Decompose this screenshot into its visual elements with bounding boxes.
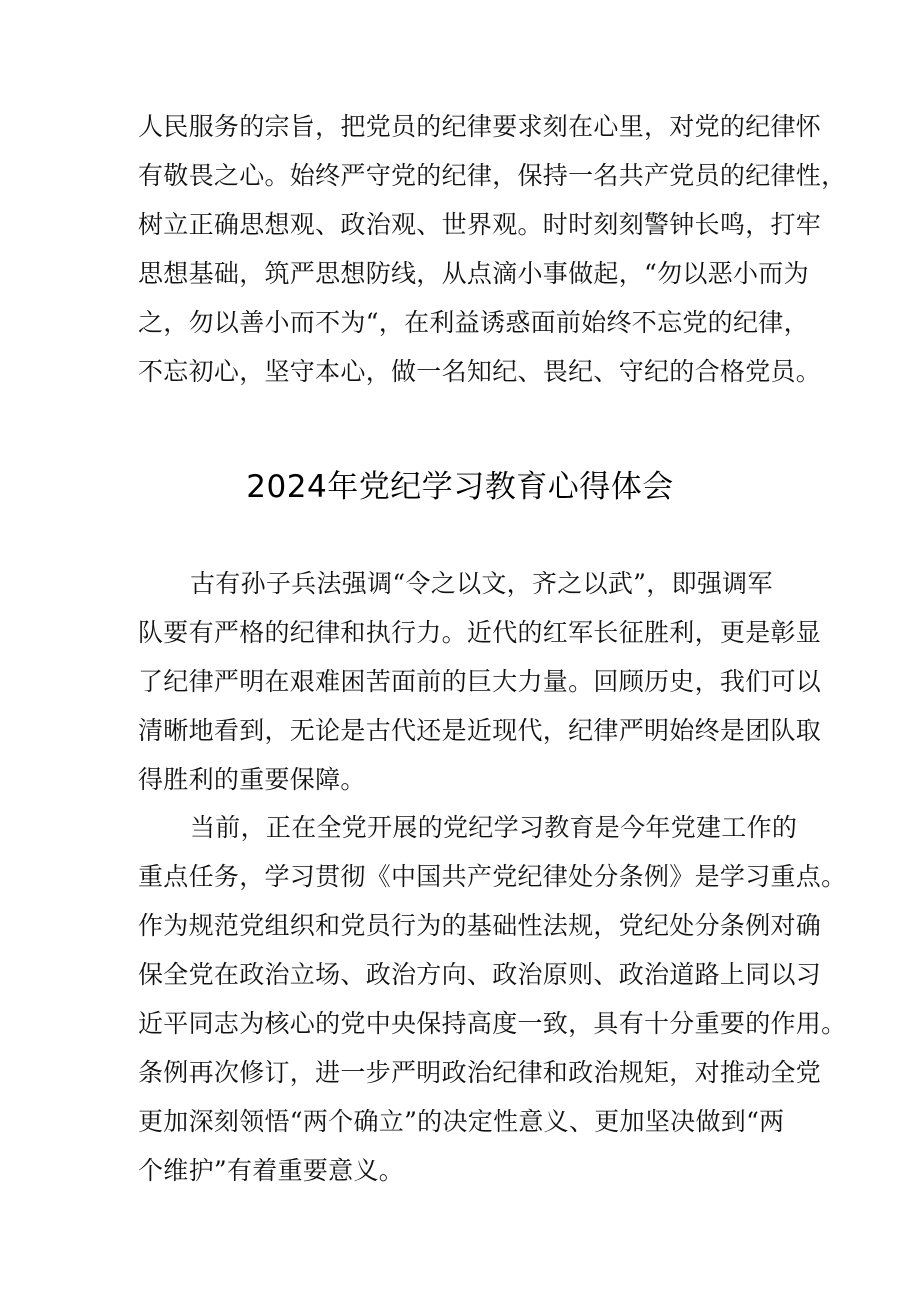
paragraph-line: 人民服务的宗旨，把党员的纪律要求刻在心里，对党的纪律怀 — [138, 112, 822, 141]
paragraph-line: 不忘初心，坚守本心，做一名知纪、畏纪、守纪的合格党员。 — [138, 357, 822, 386]
article-paragraph-1 — [138, 559, 822, 804]
paragraph-line: 作为规范党组织和党员行为的基础性法规，党纪处分条例对确 — [138, 911, 822, 940]
paragraph-line: 条例再次修订，进一步严明政治纪律和政治规矩，对推动全党 — [138, 1058, 822, 1087]
paragraph-line: 个维护”有着重要意义。 — [138, 1156, 405, 1185]
paragraph-line: 有敬畏之心。始终严守党的纪律，保持一名共产党员的纪律性， — [138, 161, 847, 190]
paragraph-line: 队要有严格的纪律和执行力。近代的红军长征胜利，更是彰显 — [138, 618, 822, 647]
paragraph-line: 得胜利的重要保障。 — [138, 765, 366, 794]
paragraph-line: 思想基础，筑严思想防线，从点滴小事做起，“勿以恶小而为 — [138, 259, 809, 288]
paragraph-line: 更加深刻领悟“两个确立”的决定性意义、更加坚决做到“两 — [138, 1107, 785, 1136]
paragraph-line: 重点任务，学习贯彻《中国共产党纪律处分条例》是学习重点。 — [138, 862, 847, 891]
paragraph-line: 之，勿以善小而不为“，在利益诱惑面前始终不忘党的纪律， — [138, 308, 809, 337]
paragraph-line: 树立正确思想观、政治观、世界观。时时刻刻警钟长鸣，打牢 — [138, 210, 822, 239]
paragraph-line: 了纪律严明在艰难困苦面前的巨大力量。回顾历史，我们可以 — [138, 667, 822, 696]
intro-paragraph — [138, 102, 847, 396]
paragraph-line: 当前，正在全党开展的党纪学习教育是今年党建工作的 — [190, 813, 798, 842]
paragraph-line: 近平同志为核心的党中央保持高度一致，具有十分重要的作用。 — [138, 1009, 847, 1038]
article-title: 2024年党纪学习教育心得体会 — [246, 469, 674, 505]
paragraph-line: 清晰地看到，无论是古代还是近现代，纪律严明始终是团队取 — [138, 716, 822, 745]
paragraph-line: 保全党在政治立场、政治方向、政治原则、政治道路上同以习 — [138, 960, 822, 989]
paragraph-line: 古有孙子兵法强调“令之以文，齐之以武”，即强调军 — [190, 569, 773, 598]
article-paragraph-2 — [138, 803, 847, 1195]
